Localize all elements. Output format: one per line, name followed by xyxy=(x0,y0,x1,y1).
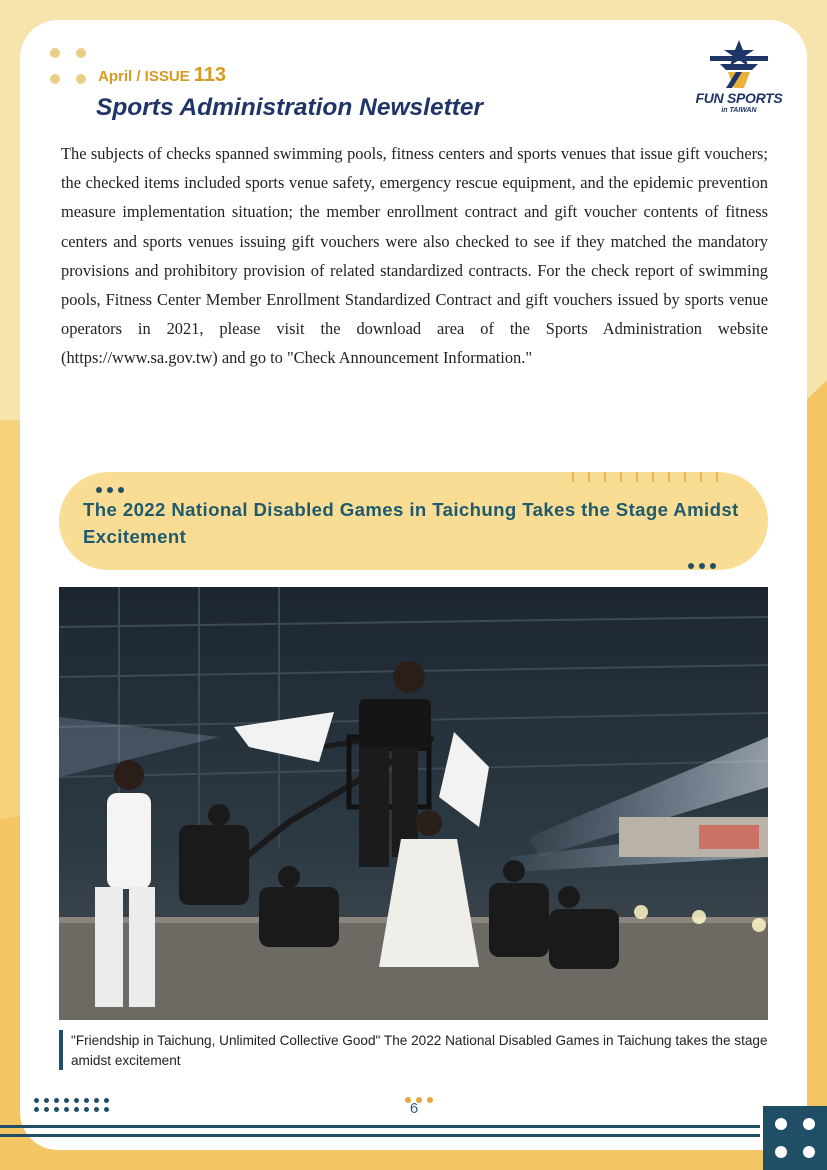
issue-number: 113 xyxy=(193,64,226,86)
banner-dots-left xyxy=(96,480,129,488)
photo-caption: "Friendship in Taichung, Unlimited Collective Good" The 2022 National Disabled Games in Taichung takes the stage amidst excitement xyxy=(71,1033,768,1068)
decorative-ticks xyxy=(572,472,722,482)
caption-bar xyxy=(59,1030,63,1070)
fun-sports-logo xyxy=(686,38,792,124)
event-photo xyxy=(59,587,768,1020)
issue-line xyxy=(98,64,226,87)
footer-lines xyxy=(0,1122,760,1142)
banner-dots-right xyxy=(688,556,721,564)
page-number: 6 xyxy=(409,1100,419,1117)
logo-text: FUN SPORTS xyxy=(695,90,783,106)
issue-label: April / ISSUE xyxy=(98,68,190,85)
section-title: The 2022 National Disabled Games in Taichung Takes the Stage Amidst Excitement xyxy=(83,499,739,547)
logo-subtext: in TAIWAN xyxy=(721,107,757,114)
newsletter-title: Sports Administration Newsletter xyxy=(96,94,484,121)
page-dots xyxy=(405,1090,438,1098)
star-athlete-logo-icon xyxy=(706,38,772,90)
decorative-dots xyxy=(48,46,92,88)
article-paragraph: The subjects of checks spanned swimming pools, fitness centers and sports venues that issue gift vouchers; the checked items included sports venue safety, emergency rescue equipment, and the epidemic prevention measure implementation situation; the member enrollment contract and gift voucher contents of fitness centers and sports venues issuing gift vouchers were also checked to see if they matched the mandatory provisions and prohibitory provision of related standardized contracts. For the check report of swimming pools, Fitness Center Member Enrollment Standardized Contract and gift vouchers issued by sports venue operators in 2021, please visit the download area of the Sports Administration website (https://www.sa.gov.tw) and go to "Check Announcement Information." xyxy=(61,144,768,368)
corner-dots-block xyxy=(763,1106,827,1170)
